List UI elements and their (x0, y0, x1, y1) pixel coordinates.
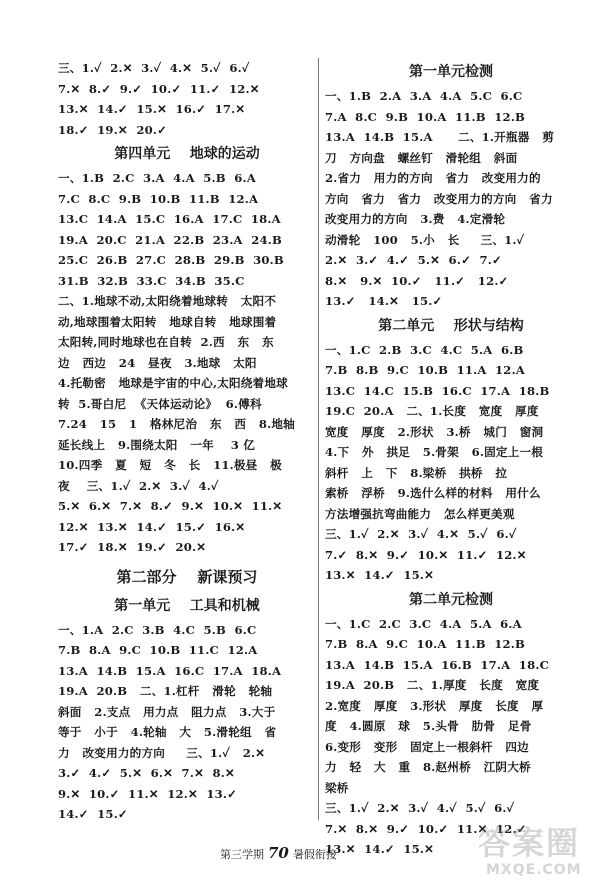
answer-line: 18.✓ 19.✕ 20.✓ (58, 122, 167, 137)
answer-line: 三、1.✓ 2.✕ 3.✓ 4.✕ 5.✓ 6.✓ (58, 61, 250, 75)
unit1-heading: 第一单元 工具和机械 (114, 597, 260, 614)
test1-heading: 第一单元检测 (409, 64, 493, 80)
answer-line: 2.宽度 厚度 3.形状 厚度 长度 厚 (325, 698, 544, 713)
test1-answers (325, 86, 577, 312)
answer-line: 一、1.B 2.C 3.A 4.A 5.B 6.A (58, 171, 256, 185)
answer-line: 斜杆 上 下 8.梁桥 拱桥 拉 (325, 465, 508, 480)
answer-line: 一、1.B 2.A 3.A 4.A 5.C 6.C (325, 89, 523, 103)
answer-line: 14.✓ 15.✓ (58, 807, 128, 821)
unit4-answers (58, 168, 316, 558)
answer-line: 力 轻 大 重 8.赵州桥 江阴大桥 (325, 760, 531, 774)
unit1-answers (58, 620, 316, 825)
answer-line: 太阳转,同时地球也在自转 2.西 东 东 (58, 335, 274, 349)
answer-line: 19.A 20.B 二、1.杠杆 滑轮 轮轴 (58, 684, 273, 698)
answer-line: 9.✕ 10.✓ 11.✕ 12.✕ 13.✓ (58, 786, 238, 801)
answer-line: 13.A 14.B 15.A 16.C 17.A 18.A (58, 663, 282, 678)
answer-line: 19.A 20.B 二、1.厚度 长度 宽度 (325, 678, 540, 692)
unit4-heading: 第四单元 地球的运动 (114, 146, 260, 162)
answer-line: 一、1.C 2.C 3.C 4.A 5.A 6.A (325, 616, 522, 631)
answer-line: 13.✕ 14.✓ 15.✕ (325, 568, 434, 582)
answer-line: 方向 省力 省力 改变用力的方向 省力 (325, 191, 553, 206)
answer-line: 2.省力 用力的方向 省力 改变用力的 (325, 171, 541, 185)
answer-line: 延长线上 9.围绕太阳 一年 3 亿 (58, 437, 256, 452)
answer-line: 三、1.✓ 2.✕ 3.✓ 4.✕ 5.✓ 6.✓ (325, 527, 517, 541)
answer-line: 7.B 8.B 9.C 10.B 11.A 12.A (325, 363, 525, 377)
answer-line: 6.变形 变形 固定上一根斜杆 四边 (325, 739, 529, 754)
unit2-answers (325, 340, 577, 586)
answer-line: 等于 小于 4.轮轴 大 5.滑轮组 省 (58, 725, 277, 739)
answer-line: 13.C 14.A 15.C 16.A 17.C 18.A (58, 212, 281, 226)
answer-line: 梁桥 (325, 780, 349, 795)
answer-line: 动滑轮 100 5.小 长 三、1.✓ (325, 232, 525, 247)
answer-line: 一、1.A 2.C 3.B 4.C 5.B 6.C (58, 622, 257, 637)
answer-line: 4.托勒密 地球是宇宙的中心,太阳绕着地球 (58, 376, 288, 390)
answer-line: 12.✕ 13.✕ 14.✓ 15.✓ 16.✕ (58, 519, 246, 534)
answer-line: 宽度 厚度 2.形状 3.桥 城门 窗洞 (325, 424, 544, 439)
answer-line: 17.✓ 18.✕ 19.✓ 20.✕ (58, 540, 207, 554)
watermark-logo (472, 818, 592, 884)
answer-line: 7.A 8.C 9.B 10.A 11.B 12.B (325, 109, 525, 124)
answer-line: 一、1.C 2.B 3.C 4.C 5.A 6.B (325, 342, 524, 357)
answer-line: 改变用力的方向 3.费 4.定滑轮 (325, 212, 506, 226)
answer-line: 7.✕ 8.✕ 9.✓ 10.✓ 11.✕ 12.✓ (325, 821, 527, 836)
answer-line: 19.A 20.C 21.A 22.B 23.A 24.B (58, 232, 282, 247)
answer-line: 10.四季 夏 短 冬 长 11.极昼 极 (58, 458, 282, 472)
answer-line: 方法增强抗弯曲能力 怎么样更美观 (325, 506, 515, 521)
answer-line: 7.B 8.A 9.C 10.B 11.C 12.A (58, 643, 258, 657)
answer-line: 8.✕ 9.✕ 10.✓ 11.✓ 12.✓ (325, 273, 509, 288)
answer-line: 7.C 8.C 9.B 10.B 11.B 12.A (58, 191, 259, 206)
answer-line: 13.A 14.B 15.A 二、1.开瓶器 剪 (325, 130, 555, 144)
answer-line: 4.下 外 拱足 5.骨架 6.固定上一根 (325, 445, 544, 459)
answer-line: 刀 方向盘 螺丝钉 滑轮组 斜面 (325, 150, 518, 165)
watermark-url: MXQE.COM (486, 862, 582, 878)
footer-right-text: 暑假衔接 (292, 848, 337, 861)
page-number: 70 (268, 844, 289, 862)
answer-line: 转 5.哥白尼 《天体运动论》 6.傅科 (58, 396, 262, 411)
footer-left-text: 第三学期 (220, 848, 264, 861)
answer-line: 13.C 14.C 15.B 16.C 17.A 18.B (325, 383, 550, 398)
answer-line: 3.✓ 4.✓ 5.✕ 6.✕ 7.✕ 8.✕ (58, 766, 235, 780)
answer-line: 力 改变用力的方向 三、1.✓ 2.✕ (58, 745, 266, 760)
answer-line: 二、1.地球不动,太阳绕着地球转 太阳不 (58, 294, 277, 308)
answer-line: 31.B 32.B 33.C 34.B 35.C (58, 273, 245, 288)
answer-line: 7.✕ 8.✓ 9.✓ 10.✓ 11.✓ 12.✕ (58, 81, 260, 96)
answer-line: 7.24 15 1 格林尼治 东 西 8.地轴 (58, 417, 295, 431)
answer-line: 2.✕ 3.✓ 4.✓ 5.✕ 6.✓ 7.✓ (325, 253, 502, 267)
answer-line: 度 4.圆原 球 5.头骨 肋骨 足骨 (325, 719, 532, 733)
answer-line: 7.B 8.A 9.C 10.A 11.B 12.B (325, 637, 525, 651)
answer-line: 5.✕ 6.✕ 7.✕ 8.✓ 9.✕ 10.✕ 11.✕ (58, 499, 283, 513)
answer-line: 夜 三、1.✓ 2.✕ 3.✓ 4.✓ (58, 478, 219, 493)
left-column (58, 58, 316, 825)
unit2-heading: 第二单元 形状与结构 (378, 317, 524, 334)
answer-line: 25.C 26.B 27.C 28.B 29.B 30.B (58, 253, 284, 267)
answer-line: 13.✕ 14.✓ 15.✕ (325, 842, 434, 856)
answer-line: 动,地球围着太阳转 地球自转 地球围着 (58, 314, 277, 329)
answer-line: 斜面 2.支点 用力点 阻力点 3.大于 (58, 704, 276, 719)
answer-line: 三、1.✓ 2.✕ 3.✓ 4.✓ 5.✓ 6.✓ (325, 801, 515, 815)
answer-line: 边 西边 24 昼夜 3.地球 太阳 (58, 355, 257, 370)
answer-line: 7.✓ 8.✕ 9.✓ 10.✕ 11.✓ 12.✕ (325, 547, 527, 562)
answer-line: 19.C 20.A 二、1.长度 宽度 厚度 (325, 404, 539, 418)
answer-line: 13.A 14.B 15.A 16.B 17.A 18.C (325, 657, 549, 672)
answers-block-continued (58, 58, 316, 140)
part2-heading: 第二部分 新课预习 (116, 567, 258, 586)
watermark-text: 答案圈 (478, 824, 581, 862)
test2-heading: 第二单元检测 (409, 591, 493, 608)
answer-line: 13.✓ 14.✕ 15.✓ (325, 294, 443, 308)
answer-line: 13.✕ 14.✓ 15.✕ 16.✓ 17.✕ (58, 102, 246, 116)
answer-line: 索桥 浮桥 9.选什么样的材料 用什么 (325, 486, 541, 500)
